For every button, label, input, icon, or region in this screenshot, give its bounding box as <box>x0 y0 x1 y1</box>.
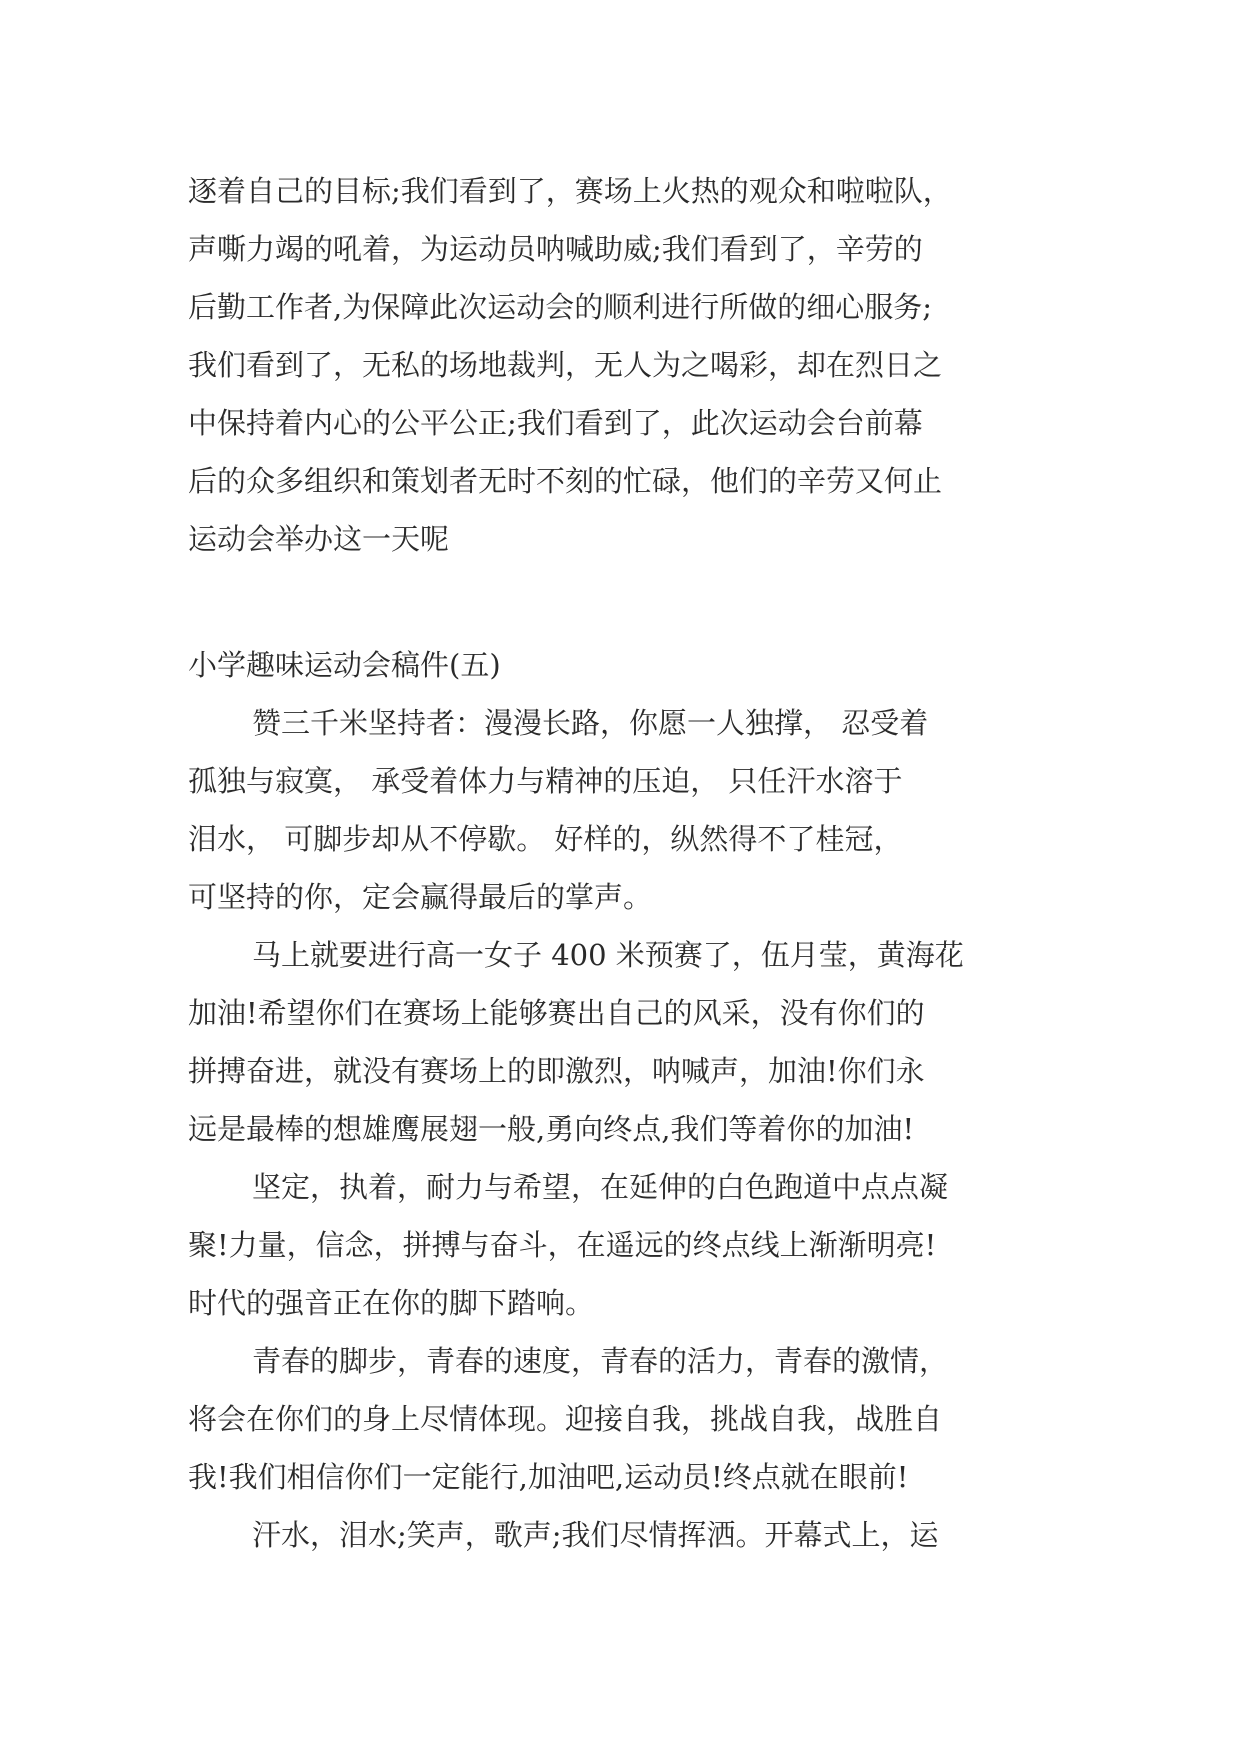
section-title: 小学趣味运动会稿件(五) <box>188 648 501 682</box>
text-line: 逐着自己的目标;我们看到了，赛场上火热的观众和啦啦队， <box>188 174 952 208</box>
text-line: 我!我们相信你们一定能行,加油吧,运动员!终点就在眼前! <box>188 1460 909 1494</box>
text-line: 泪水， 可脚步却从不停歇。 好样的，纵然得不了桂冠， <box>188 822 903 856</box>
paragraph-5 <box>188 1506 1068 1564</box>
text-line: 时代的强音正在你的脚下踏响。 <box>188 1286 595 1320</box>
text-line: 可坚持的你，定会赢得最后的掌声。 <box>188 880 653 914</box>
text-line: 后勤工作者,为保障此次运动会的顺利进行所做的细心服务; <box>188 290 932 324</box>
text-line: 马上就要进行高一女子 400 米预赛了，伍月莹，黄海花 <box>252 938 964 972</box>
paragraph-3 <box>188 1158 1068 1332</box>
text-line: 加油!希望你们在赛场上能够赛出自己的风采，没有你们的 <box>188 996 925 1030</box>
text-line: 青春的脚步，青春的速度，青春的活力，青春的激情， <box>252 1344 949 1378</box>
text-line: 孤独与寂寞， 承受着体力与精神的压迫， 只任汗水溶于 <box>188 764 903 798</box>
text-line: 赞三千米坚持者：漫漫长路，你愿一人独撑， 忍受着 <box>252 706 929 740</box>
paragraph-2 <box>188 926 1068 1158</box>
text-line: 运动会举办这一天呢 <box>188 522 450 556</box>
text-line: 将会在你们的身上尽情体现。迎接自我，挑战自我，战胜自 <box>188 1402 943 1436</box>
document-body <box>188 162 1068 1564</box>
paragraph-1 <box>188 694 1068 926</box>
text-line: 聚!力量，信念，拼搏与奋斗，在遥远的终点线上渐渐明亮! <box>188 1228 937 1262</box>
section-spacer <box>188 568 1068 636</box>
text-line: 我们看到了，无私的场地裁判，无人为之喝彩，却在烈日之 <box>188 348 943 382</box>
text-line: 远是最棒的想雄鹰展翅一般,勇向终点,我们等着你的加油! <box>188 1112 915 1146</box>
text-line: 坚定，执着，耐力与希望，在延伸的白色跑道中点点凝 <box>252 1170 949 1204</box>
text-line: 声嘶力竭的吼着，为运动员呐喊助威;我们看到了，辛劳的 <box>188 232 923 266</box>
text-line: 拼搏奋进，就没有赛场上的即激烈，呐喊声，加油!你们永 <box>188 1054 925 1088</box>
paragraph-4 <box>188 1332 1068 1506</box>
continuation-paragraph <box>188 162 1068 568</box>
text-line: 中保持着内心的公平公正;我们看到了，此次运动会台前幕 <box>188 406 923 440</box>
text-line: 汗水，泪水;笑声，歌声;我们尽情挥洒。开幕式上，运 <box>252 1518 939 1552</box>
text-line: 后的众多组织和策划者无时不刻的忙碌，他们的辛劳又何止 <box>188 464 943 498</box>
